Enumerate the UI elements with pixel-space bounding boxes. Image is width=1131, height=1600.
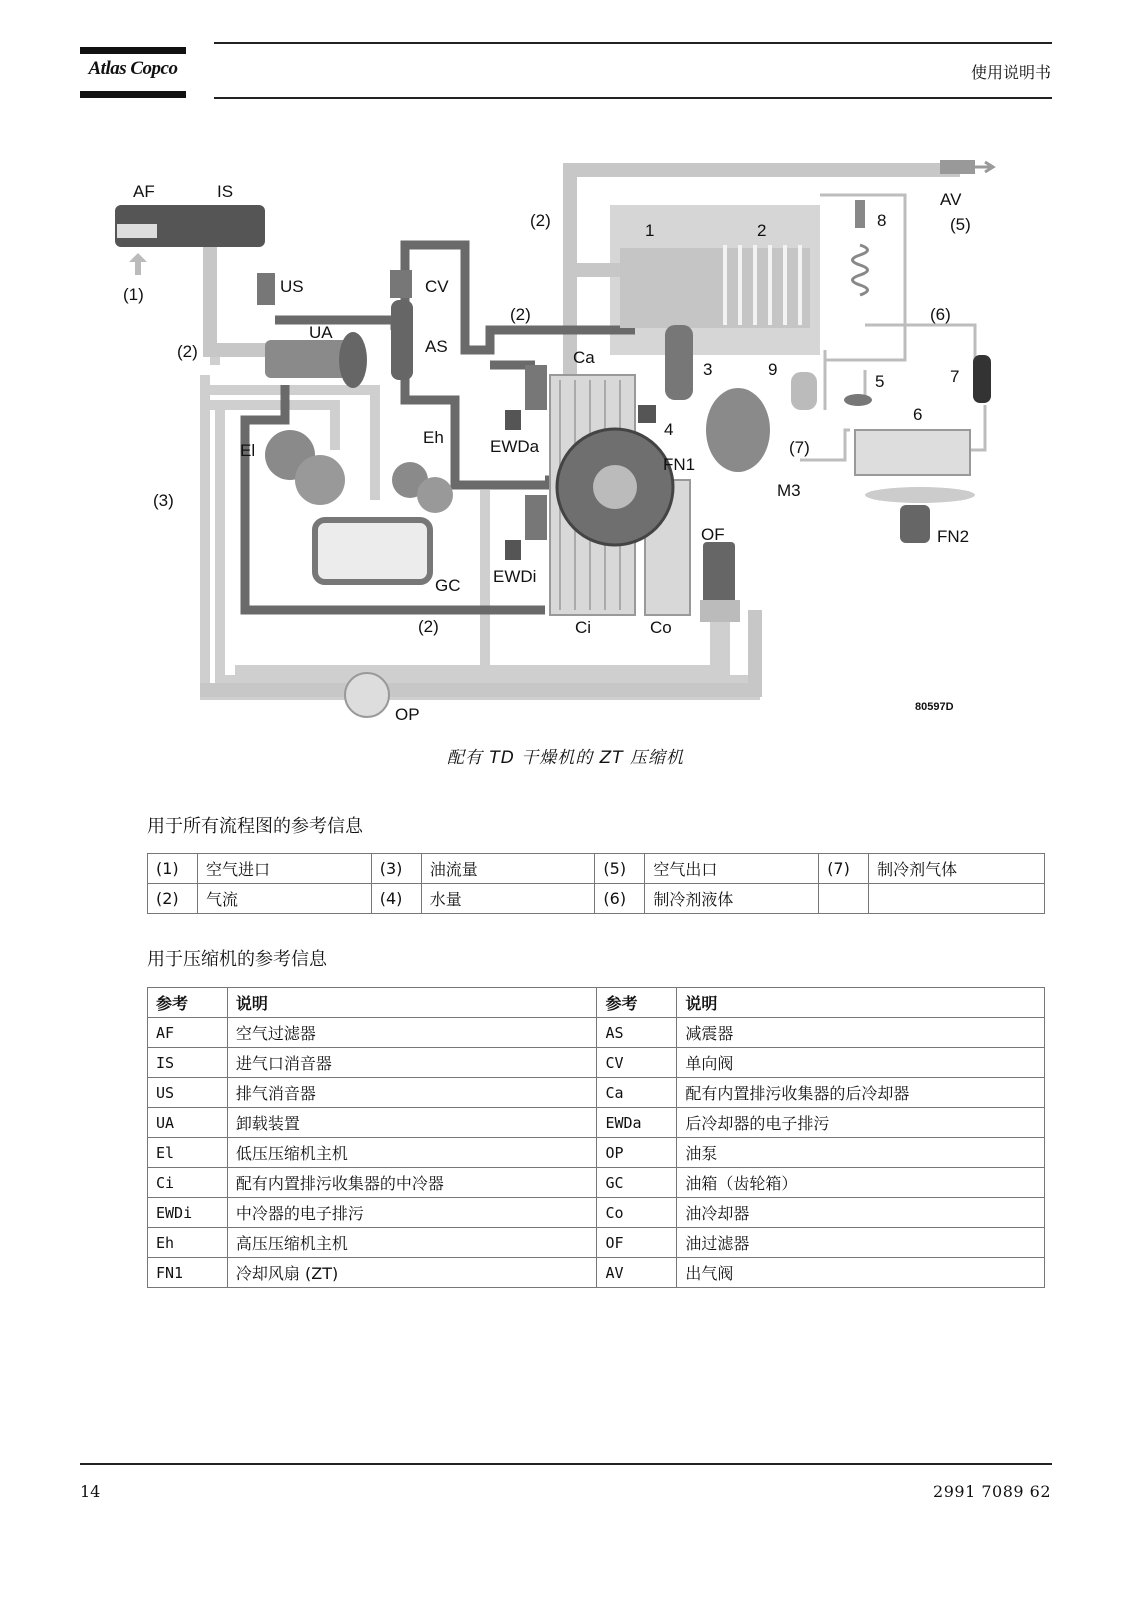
ref-code: AF — [148, 1018, 228, 1048]
gear-casing-gc — [315, 520, 430, 582]
check-valve-cv — [390, 270, 412, 298]
liquid-separator-9 — [791, 372, 817, 410]
flow-code: (3) — [371, 854, 421, 884]
label-eh: Eh — [423, 428, 444, 447]
ref-desc: 配有内置排污收集器的后冷却器 — [677, 1078, 1045, 1108]
ref-desc: 油冷却器 — [677, 1198, 1045, 1228]
expansion-valve-8 — [855, 200, 865, 228]
ref-code: Ca — [597, 1078, 677, 1108]
label-p1: (1) — [123, 285, 144, 304]
label-p5: (5) — [950, 215, 971, 234]
unloader-head — [339, 332, 367, 388]
label-p6: (6) — [930, 305, 951, 324]
condenser-6 — [855, 430, 970, 475]
header-rule-bottom — [214, 97, 1052, 99]
label-ci: Ci — [575, 618, 592, 637]
header-rule-top — [214, 42, 1052, 44]
label-6: 6 — [913, 405, 923, 424]
ref-desc: 排气消音器 — [227, 1078, 597, 1108]
label-ewda: EWDa — [490, 437, 540, 456]
flow-code: (2) — [148, 884, 198, 914]
label-us: US — [280, 277, 304, 296]
table-row — [148, 884, 1045, 914]
ref-code: EWDa — [597, 1108, 677, 1138]
label-p3: (3) — [153, 491, 174, 510]
table-row — [148, 1048, 1045, 1078]
page-number: 14 — [80, 1482, 101, 1501]
drain-collector-ca — [525, 365, 547, 410]
atlas-copco-logo — [80, 47, 186, 99]
compressor-ref-table — [147, 987, 1045, 1288]
figure-caption: 配有 TD 干燥机的 ZT 压缩机 — [446, 748, 685, 768]
ref-desc: 出气阀 — [677, 1258, 1045, 1288]
ref-code: OP — [597, 1138, 677, 1168]
flow-desc: 水量 — [421, 884, 595, 914]
label-2: 2 — [757, 221, 767, 240]
ref-desc: 后冷却器的电子排污 — [677, 1108, 1045, 1138]
label-p2-bottom: (2) — [418, 617, 439, 636]
flow-ref-table — [147, 853, 1045, 914]
ref-code: OF — [597, 1228, 677, 1258]
ref-code: Ci — [148, 1168, 228, 1198]
capillary-coil — [853, 245, 868, 295]
ref-desc: 单向阀 — [677, 1048, 1045, 1078]
ref-code: AS — [597, 1018, 677, 1048]
high-pressure-element-rotor — [417, 477, 453, 513]
ref-code: EWDi — [148, 1198, 228, 1228]
drain-collector-ci — [525, 495, 547, 540]
label-av: AV — [940, 190, 962, 209]
exhaust-silencer-us — [257, 273, 275, 305]
flow-desc: 气流 — [197, 884, 371, 914]
ref-desc: 中冷器的电子排污 — [227, 1198, 597, 1228]
document-number: 2991 7089 62 — [933, 1482, 1051, 1501]
label-ua: UA — [309, 323, 333, 342]
flow-diagram — [105, 150, 1030, 735]
heat-exchanger — [620, 248, 810, 328]
outlet-valve-av — [940, 160, 975, 174]
table-row — [148, 1258, 1045, 1288]
label-3: 3 — [703, 360, 713, 379]
col-desc-header: 说明 — [677, 988, 1045, 1018]
table-row — [148, 1018, 1045, 1048]
flow-desc: 制冷剂液体 — [645, 884, 819, 914]
ref-desc: 低压压缩机主机 — [227, 1138, 597, 1168]
ref-desc: 油箱（齿轮箱） — [677, 1168, 1045, 1198]
ref-desc: 空气过滤器 — [227, 1018, 597, 1048]
refrigerant-compressor-m3 — [706, 388, 770, 472]
document-title: 使用说明书 — [970, 63, 1051, 82]
receiver-7 — [973, 355, 991, 403]
label-fn1: FN1 — [663, 455, 696, 474]
fan-blade-fn2 — [865, 487, 975, 503]
col-desc-header: 说明 — [227, 988, 597, 1018]
label-p2-mid: (2) — [510, 305, 531, 324]
filter-element — [117, 224, 157, 238]
ref-code: Co — [597, 1198, 677, 1228]
label-7: 7 — [950, 367, 960, 386]
table-row — [148, 1198, 1045, 1228]
electronic-drain-ewda — [505, 410, 521, 430]
label-af: AF — [133, 182, 155, 201]
refrigerant-lines — [800, 195, 985, 460]
ref-code: IS — [148, 1048, 228, 1078]
label-co: Co — [650, 618, 672, 637]
ref-desc: 高压压缩机主机 — [227, 1228, 597, 1258]
ref-code: UA — [148, 1108, 228, 1138]
label-5: 5 — [875, 372, 885, 391]
label-cv: CV — [425, 277, 449, 296]
label-as: AS — [425, 337, 448, 356]
oil-filter-head — [700, 600, 740, 622]
air-silencer-as — [391, 300, 413, 380]
valve-5 — [844, 394, 872, 406]
ref-desc: 冷却风扇 (ZT) — [227, 1258, 597, 1288]
ref-code: El — [148, 1138, 228, 1168]
compressor-ref-heading: 用于压缩机的参考信息 — [147, 949, 327, 970]
air-outlet-arrow — [975, 162, 993, 172]
label-9: 9 — [768, 360, 778, 379]
ref-code: US — [148, 1078, 228, 1108]
label-4: 4 — [664, 420, 674, 439]
flow-desc: 制冷剂气体 — [869, 854, 1045, 884]
separator-3 — [665, 325, 693, 400]
flow-code — [819, 884, 869, 914]
ref-desc: 油过滤器 — [677, 1228, 1045, 1258]
flow-code: (6) — [595, 884, 645, 914]
ref-desc: 配有内置排污收集器的中冷器 — [227, 1168, 597, 1198]
label-ewdi: EWDi — [493, 567, 537, 586]
ref-code: AV — [597, 1258, 677, 1288]
ref-desc: 卸载装置 — [227, 1108, 597, 1138]
label-p7: (7) — [789, 438, 810, 457]
flow-code: (1) — [148, 854, 198, 884]
flow-desc: 油流量 — [421, 854, 595, 884]
table-row — [148, 1168, 1045, 1198]
table-header-row — [148, 988, 1045, 1018]
ref-desc: 进气口消音器 — [227, 1048, 597, 1078]
electronic-drain-ewdi — [505, 540, 521, 560]
label-gc: GC — [435, 576, 461, 595]
table-row — [148, 854, 1045, 884]
oil-pump-op — [345, 673, 389, 717]
flow-code: (7) — [819, 854, 869, 884]
flow-code: (5) — [595, 854, 645, 884]
table-row — [148, 1078, 1045, 1108]
label-ca: Ca — [573, 348, 595, 367]
fan-hub — [593, 465, 637, 509]
label-1: 1 — [645, 221, 655, 240]
label-of: OF — [701, 525, 725, 544]
label-is: IS — [217, 182, 234, 201]
ref-code: FN1 — [148, 1258, 228, 1288]
label-p2-top: (2) — [530, 211, 551, 230]
label-m3: M3 — [777, 481, 801, 500]
label-fn2: FN2 — [937, 527, 970, 546]
logo-text: Atlas Copco — [88, 58, 178, 79]
table-row — [148, 1138, 1045, 1168]
ref-desc: 油泵 — [677, 1138, 1045, 1168]
footer-rule — [80, 1463, 1052, 1465]
label-8: 8 — [877, 211, 887, 230]
flow-diagram-svg — [105, 150, 1030, 735]
col-ref-header: 参考 — [597, 988, 677, 1018]
ref-code: Eh — [148, 1228, 228, 1258]
fan-motor-fn2 — [900, 505, 930, 543]
flow-ref-heading: 用于所有流程图的参考信息 — [147, 816, 363, 837]
flow-desc: 空气出口 — [645, 854, 819, 884]
diagram-code: 80597D — [915, 701, 954, 713]
label-p2-inlet: (2) — [177, 342, 198, 361]
ref-code: CV — [597, 1048, 677, 1078]
flow-code: (4) — [371, 884, 421, 914]
air-inlet-arrow — [129, 253, 147, 275]
table-row — [148, 1228, 1045, 1258]
low-pressure-element-rotor — [295, 455, 345, 505]
ref-code: GC — [597, 1168, 677, 1198]
col-ref-header: 参考 — [148, 988, 228, 1018]
table-row — [148, 1108, 1045, 1138]
flow-desc — [869, 884, 1045, 914]
flow-desc: 空气进口 — [197, 854, 371, 884]
ref-desc: 减震器 — [677, 1018, 1045, 1048]
label-el: El — [240, 441, 256, 460]
label-op: OP — [395, 705, 420, 724]
drain-4 — [638, 405, 656, 423]
